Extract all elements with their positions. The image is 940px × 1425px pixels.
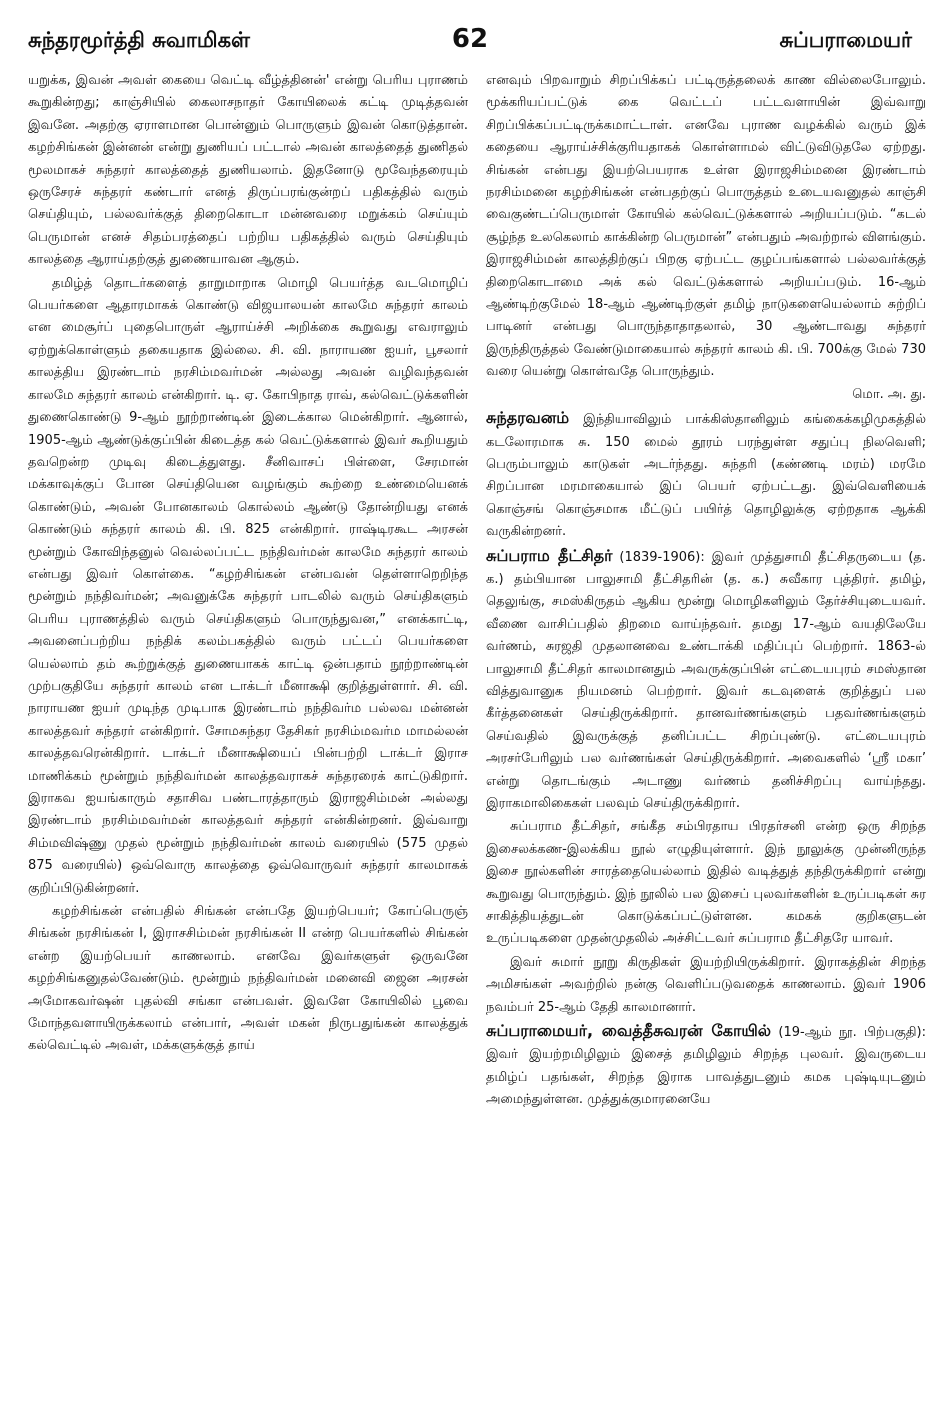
page-number: 62: [451, 24, 489, 54]
right-column: [486, 70, 926, 1410]
paragraph-continuation: [486, 70, 926, 406]
entry-subbaramaiyar: [486, 1020, 926, 1112]
entry-body: (1839-1906): இவர் முத்துசாமி தீட்சிதருடைய (த. க.) தம்பியான பாலுசாமி தீட்சிதரின் (த. க.) சுவீகார புத்திரர். தமிழ், தெலுங்கு, சமஸ்கிருதம் ஆகிய மூன்று மொழிகளிலும் தேர்ச்சியுடையவர். வீணை வாசிப்பதில் திறமை வாய்ந்தவர். தமது 17-ஆம் வயதிலேயே வர்ணம், சுரஜதி முதலானவை உண்டாக்கி மதிப்புப் பெற்றார். 1863-ல் பாலுசாமி தீட்சிதர் காலமானதும் அவருக்குப்பின் எட்டையபுரம் சமஸ்தான வித்துவானுக நியமனம் பெற்றார். இவர் கடவுளைக் குறித்துப் பல கீர்த்தனைகள் செய்திருக்கிறார். தானவர்ணங்களும் பதவர்ணங்களும் செய்வதில் இவருக்குத் தனிப்பட்ட சிறப்புண்டு. எட்டையபுரம் அரசர்பேரிலும் பல வர்ணங்கள் செய்திருக்கிறார். அவைகளில் ‘ஸ்ரீ மகா’ என்று தொடங்கும் அடாணு வர்ணம் தனிச்சிறப்பு வாய்ந்தது. இராகமாலிகைகள் பலவும் செய்திருக்கிறார்.: [486, 549, 926, 811]
paragraph: தமிழ்த் தொடர்களைத் தாறுமாறாக மொழி பெயர்த்த வடமொழிப் பெயர்களை ஆதாரமாகக் கொண்டு விஜயாலயன் காலமே சுந்தரர் காலம் என மைசூர்ப் புதைபொருள் ஆராய்ச்சி அறிக்கை கூறுவது எவராலும் ஏற்றுக்கொள்ளும் தகையதாக இல்லை. சி. வி. நாராயண ஐயர், பூசலார் காலத்திய இரண்டாம் நரசிம்மவர்மன் அல்லது அவன் வழிவந்தவன் காலமே சுந்தரர் காலம் என்கிறார். டி. ஏ. கோபிநாத ராவ், கல்வெட்டுக்களின் துணைகொண்டு 9-ஆம் நூற்றாண்டின் இடைக்கால மென்கிறார். ஆனால், 1905-ஆம் ஆண்டுக்குப்பின் கிடைத்த கல் வெட்டுக்களால் இவர் கூறியதும் தவறென்ற முடிவு கிடைத்துளது. சீனிவாசப் பிள்ளை, சேரமான் மக்காவுக்குப் போன செய்தியென வழங்கும் கூற்றை உண்மையெனக் கொண்டும், அவன் போனகாலம் கொல்லம் ஆண்டு தோன்றியது எனக் கொண்டும் சுந்தரர் காலம் கி. பி. 825 என்கிறார். ராஷ்டிரகூட அரசன் மூன்றும் கோவிந்தனுல் வெல்லப்பட்ட நந்திவர்மன் காலமே சுந்தரர் காலம் என்பது இவர் கொள்கை. “கழற்சிங்கன் என்பவன் தெள்ளாறெறிந்த மூன்றும் நந்திவர்மன்; அவனுக்கே சுந்தரர் பாடலில் வரும் செய்திகளும் பெரிய புராணத்தில் வரும் செய்திகளும் பொருந்துவன,” எனக்காட்டி, அவனைப்பற்றிய நந்திக் கலம்பகத்தில் வரும் பட்டப் பெயர்களை யெல்லாம் தம் கூற்றுக்குத் துணையாகக் காட்டி ஒன்பதாம் நூற்றாண்டின் முற்பகுதியே சுந்தரர் காலம் என டாக்டர் மீனாக்ஷி குறித்துள்ளார். சி. வி. நாராயண ஐயர் முடிந்த முடிபாக இரண்டாம் நந்திவர்ம பல்லவ மன்னன் காலத்தவர் சுந்தரர் என்கிறார். சோமசுந்தர தேசிகர் நரசிம்மவர்ம மாமல்லன் காலத்தவரென்கிறார். டாக்டர் மீனாக்ஷியைப் பின்பற்றி டாக்டர் இராச மாணிக்கம் மூன்றும் நந்திவர்மன் காலத்தவராகச் சுந்தரரைக் காட்டுகிறார். இராகவ ஐயங்காரும் சதாசிவ பண்டாரத்தாரும் இராஜசிம்மன் அல்லது இரண்டாம் நரசிம்மவர்மன் காலத்தவர் சுந்தரர் என்கின்றனர். இவ்வாறு சிம்மவிஷ்ணு முதல் மூன்றும் நந்திவர்மன் காலம் வரையில் (575 முதல் 875 வரையில்) ஒவ்வொரு காலத்தை ஒவ்வொருவர் சுந்தரர் காலமாகக் குறிப்பிடுகின்றனர்.: [28, 275, 468, 896]
continuation-text: எனவும் பிறவாறும் சிறப்பிக்கப் பட்டிருத்தலைக் காண வில்லைபோலும். மூக்கரியப்பட்டுக் கை வெட்டப் பட்டவளாயின் இவ்வாறு சிறப்பிக்கப்பட்டிருக்கமாட்டாள். எனவே புராண வழக்கில் வரும் இக் கதையை ஆராய்ச்சிக்குரியதாகக் கொள்ளாமல் விட்டுவிடுதலே ஏற்றது. சிங்கன் என்பது இயற்பெயராக உள்ள இராஜசிம்மனை இரண்டாம் நரசிம்மனை கழற்சிங்கன் என்பதற்குப் பொருத்தம் உடையவனுதல் காஞ்சி வைகுண்டப்பெருமாள் கோயில் கல்வெட்டுக்களால் அறியப்படும். “கடல் சூழ்ந்த உலகெலாம் காக்கின்ற பெருமான்” என்பதும் அவற்றால் விளங்கும். இராஜசிம்மன் காலத்திற்குப் பிறகு ஏற்பட்ட குழப்பங்களால் பல்லவர்க்குத் திறைகொடாமை அக் கல் வெட்டுக்களால் அறியப்படும். 16-ஆம் ஆண்டிற்குமேல் 18-ஆம் ஆண்டிற்குள் தமிழ் நாடுகளையெல்லாம் சுற்றிப் பாடினர் என்பது பொருந்தாதாதலால், 30 ஆண்டாவது சுந்தரர் இருந்திருத்தல் வேண்டுமாகையால் சுந்தரர் காலம் கி. பி. 700க்கு மேல் 730 வரை யென்று கொள்வதே பொருந்தும்.: [486, 73, 926, 380]
paragraph: யறுக்க, இவன் அவள் கையை வெட்டி வீழ்த்தினன்' என்று பெரிய புராணம் கூறுகின்றது; காஞ்சியில் கைலாசநாதர் கோயிலைக் கட்டி முடித்தவன் இவனே. அதற்கு ஏராளமான பொன்னும் பொருளும் இவன் கொடுத்தான். கழற்சிங்கன் இன்னன் என்று துணியப் பட்டால் அவன் காலத்தைத் துணிதல் மூலமாகச் சுந்தரர் காலத்தைத் துணியலாம். இதனோடு மூவேந்தரையும் ஒருசேரச் சுந்தரர் கண்டார் எனத் திருப்பரங்குன்றப் பதிகத்தில் வரும் செய்தியும், பல்லவர்க்குத் திறைகொடா மன்னவரை மறுக்கம் செய்யும் பெருமான் எனச் சிதம்பரத்தைப் பற்றிய பதிகத்தில் வரும் செய்தியும் காலத்தை ஆராய்தற்குத் துணையாவன ஆகும்.: [28, 73, 468, 268]
left-column: [28, 70, 468, 1410]
page-header: [28, 22, 912, 62]
paragraph: இவர் சுமார் நூறு கிருதிகள் இயற்றியிருக்கிறார். இராகத்தின் சிறந்த அமிசங்கள் அவற்றில் நன்கு வெளிப்படுவதைக் காணலாம். இவர் 1906 நவம்பர் 25-ஆம் தேதி காலமானார்.: [486, 954, 926, 1015]
entry-body: இந்தியாவிலும் பாக்கிஸ்தானிலும் கங்கைக்கழிமுகத்தில் கடலோரமாக சு. 150 மைல் தூரம் பரந்துள்ள சதுப்பு நிலவெளி; பெரும்பாலும் காடுகள் அடர்ந்தது. சுந்தரி (கண்ணடி மரம்) மரமே சிறப்பான மரமாகையால் இப் பெயர் ஏற்பட்டது. இவ்வெளியைக் கொஞ்சங் கொஞ்சமாக மீட்டுப் பயிர்த் தொழிலுக்கு ஏற்றதாக ஆக்கி வருகின்றனர்.: [486, 412, 926, 540]
author-signature: மொ. அ. து.: [852, 386, 926, 402]
entry-sundaravanam: [486, 407, 926, 543]
entry-subbarama-dikshitar: [486, 545, 926, 816]
entry-body: (19-ஆம் நூ. பிற்பகுதி): இவர் இயற்றமிழிலும் இசைத் தமிழிலும் சிறந்த புலவர். இவருடைய தமிழ்ப் பதங்கள், சிறந்த இராக பாவத்துடனும் கமக புஷ்டியுடனும் அமைந்துள்ளன. முத்துக்குமாரனையே: [486, 1025, 926, 1108]
running-head-left: சுந்தரமூர்த்தி சுவாமிகள்: [28, 28, 250, 52]
paragraph: கழற்சிங்கன் என்பதில் சிங்கன் என்பதே இயற்பெயர்; கோப்பெருஞ் சிங்கன் நரசிங்கன் I, இராசசிம்மன் நரசிங்கன் II என்ற பெயர்களில் சிங்கன் என்ற இயற்பெயர் காணலாம். எனவே இவர்களுள் ஒருவனே கழற்சிங்கனுதல்வேண்டும். மூன்றும் நந்திவர்மன் மனைவி ஜைன அரசன் அமோகவர்ஷன் புதல்வி சங்கா என்பவள். இவளே கோயிலில் பூவை மோந்தவளாயிருக்கலாம் என்பார், அவள் மகன் நிருபதுங்கன் காலத்துக் கல்வெட்டில் அவள், மக்களுக்குத் தாய்: [28, 904, 468, 1054]
entry-title: சுந்தரவனம்: [486, 408, 570, 428]
paragraph: சுப்பராம தீட்சிதர், சங்கீத சம்பிரதாய பிரதர்சனி என்ற ஒரு சிறந்த இசைலக்கண-இலக்கிய நூல் எழுதியுள்ளார். இந் நூலுக்கு முன்னிருந்த இசை நூல்களின் சாரத்தையெல்லாம் இதில் வடித்துத் தந்திருக்கிறார் என்று கூறுவது பொருந்தும். இந் நூலில் பல இசைப் புலவர்களின் உருப்படிகள் சுர சாகித்தியத்துடன் கொடுக்கப்பட்டுள்ளன. கமகக் குறிகளுடன் உருப்படிகளை முதன்முதலில் அச்சிட்டவர் சுப்பராம தீட்சிதரே யாவர்.: [486, 819, 926, 947]
running-head-right: சுப்பராமையர்: [779, 28, 912, 52]
entry-title: சுப்பராம தீட்சிதர்: [486, 545, 613, 565]
entry-title: சுப்பராமையர், வைத்தீசுவரன் கோயில்: [486, 1021, 772, 1041]
